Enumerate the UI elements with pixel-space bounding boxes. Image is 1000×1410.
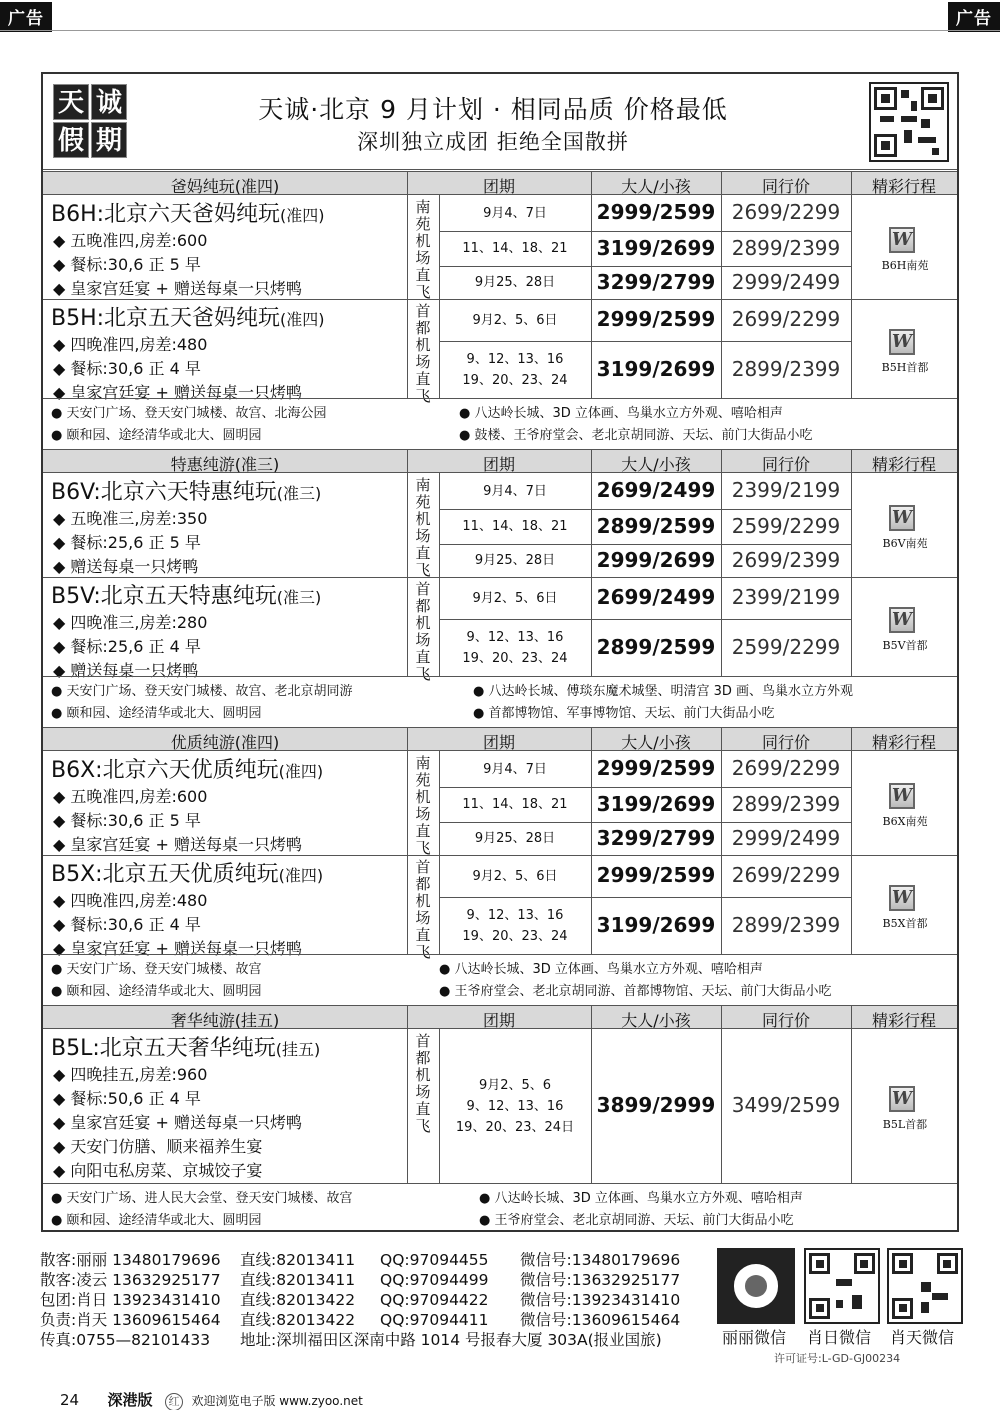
- airport-label: 南苑机场直飞: [415, 754, 431, 857]
- row-rule: [43, 398, 957, 399]
- route-item: ● 八达岭长城、3D 立体画、鸟巢水立方外观、嘻哈相声: [479, 1191, 803, 1206]
- peer-price: 2899/2399: [731, 235, 841, 260]
- logo-char: 期: [91, 122, 127, 158]
- feature-bullet: ◆ 皇家宫廷宴 + 赠送每桌一只烤鸭: [53, 279, 302, 298]
- adult-child-price: 3199/2699: [596, 235, 716, 260]
- product-title: [51, 753, 323, 784]
- tour-section: [43, 1005, 957, 1230]
- column-header: 大人/小孩: [621, 1011, 691, 1030]
- airport-label: 首都机场直飞: [415, 1032, 431, 1135]
- peer-price: 2699/2299: [731, 756, 841, 780]
- xiaori-wechat-qr-icon: [804, 1248, 880, 1324]
- group-date: 19、20、23、24日: [455, 1119, 575, 1135]
- xiaotian-wechat-qr-icon: [887, 1248, 963, 1324]
- contact-wechat: 微信号:13609615464: [520, 1311, 681, 1329]
- airport-label: 首都机场直飞: [415, 580, 431, 683]
- contact-qq: QQ:97094499: [380, 1271, 489, 1289]
- logo-char: 诚: [91, 84, 127, 120]
- group-date: 11、14、18、21: [462, 241, 568, 256]
- tour-section: [43, 171, 957, 449]
- row-rule: [43, 577, 957, 578]
- page-footer: [60, 1389, 363, 1410]
- column-rule: [407, 751, 408, 954]
- feature-bullet: ◆ 向阳屯私房菜、京城饺子宴: [53, 1161, 263, 1180]
- peer-price: 2699/2399: [731, 547, 841, 572]
- section-title: 优质纯游(准四): [170, 733, 280, 752]
- row-rule: [439, 231, 851, 232]
- peer-price: 2699/2299: [731, 200, 841, 224]
- airport-label: 首都机场直飞: [415, 302, 431, 405]
- hong-logo-icon: 红: [165, 1393, 183, 1410]
- ad-frame: [41, 72, 959, 1232]
- product-name: B6H:北京六天爸妈纯玩: [51, 202, 281, 227]
- column-rule: [407, 1006, 408, 1030]
- column-header: 同行价: [761, 177, 810, 196]
- airport-label: 南苑机场直飞: [415, 198, 431, 301]
- group-date: 9月2、5、6日: [472, 312, 558, 328]
- route-item: ● 天安门广场、登天安门城楼、故宫: [51, 962, 262, 977]
- adult-child-price: 2999/2599: [596, 756, 716, 780]
- product-grade: (准三): [276, 588, 322, 607]
- product-name: B5V:北京五天特惠纯玩: [51, 584, 277, 609]
- product-grade: (准四): [280, 206, 325, 225]
- column-rule: [851, 751, 852, 954]
- column-rule: [721, 450, 722, 474]
- group-date: 9、12、13、16: [466, 629, 564, 645]
- ad-label-left: 广告: [0, 2, 52, 32]
- logo-char: 天: [53, 84, 89, 120]
- airport-label: 南苑机场直飞: [415, 476, 431, 579]
- feature-bullet: ◆ 五晚准四,房差:600: [53, 787, 208, 806]
- column-header: 精彩行程: [871, 455, 936, 474]
- ad-header: [43, 74, 957, 170]
- itinerary-caption: B6H南苑: [881, 259, 929, 272]
- column-header: 大人/小孩: [621, 733, 691, 752]
- adult-child-price: 2999/2599: [596, 307, 716, 331]
- contact-wechat: 微信号:13923431410: [520, 1291, 681, 1309]
- peer-price: 2999/2499: [731, 825, 841, 850]
- feature-bullet: ◆ 皇家宫廷宴 + 赠送每桌一只烤鸭: [53, 1113, 302, 1132]
- group-date: 9、12、13、16: [466, 907, 564, 923]
- feature-bullet: ◆ 四晚挂五,房差:960: [53, 1065, 208, 1084]
- itinerary-caption: B5L首都: [882, 1118, 928, 1131]
- row-rule: [439, 619, 851, 620]
- product-title: [51, 857, 323, 888]
- contact-fax: 传真:0755—82101433: [40, 1331, 211, 1349]
- adult-child-price: 2999/2599: [596, 863, 716, 887]
- column-rule: [591, 728, 592, 752]
- group-date: 11、14、18、21: [462, 797, 568, 812]
- contact-qq: QQ:97094422: [380, 1291, 489, 1309]
- contact-name: 包团:肖日 13923431410: [40, 1291, 221, 1309]
- section-title: 特惠纯游(准三): [170, 455, 280, 474]
- column-rule: [407, 450, 408, 474]
- product-name: B5L:北京五天奢华纯玩: [51, 1036, 276, 1061]
- subline: 深圳独立成团 拒绝全国散拼: [357, 130, 629, 154]
- itinerary-caption: B5H首都: [881, 360, 929, 374]
- feature-bullet: ◆ 餐标:25,6 正 5 早: [53, 533, 201, 552]
- headline: 天诚·北京 9 月计划 · 相同品质 价格最低: [258, 95, 728, 124]
- column-rule: [721, 728, 722, 752]
- feature-bullet: ◆ 五晚准四,房差:600: [53, 231, 208, 250]
- qr-caption: 肖天微信: [890, 1328, 955, 1347]
- group-date: 9月2、5、6日: [472, 590, 558, 606]
- adult-child-price: 2899/2599: [596, 513, 716, 538]
- peer-price: 2399/2199: [731, 585, 841, 609]
- row-rule: [43, 1183, 957, 1184]
- route-item: ● 颐和园、途经清华或北大、圆明园: [51, 984, 262, 999]
- edition-label: 深港版: [107, 1391, 153, 1409]
- section-header: [43, 449, 957, 473]
- row-rule: [439, 897, 851, 898]
- row-rule: [43, 954, 957, 955]
- peer-price: 2899/2399: [731, 912, 841, 937]
- group-date: 9月4、7日: [483, 483, 547, 499]
- route-item: ● 颐和园、途经清华或北大、圆明园: [51, 706, 262, 721]
- contact-name: 散客:丽丽 13480179696: [40, 1251, 221, 1269]
- row-rule: [439, 266, 851, 267]
- feature-bullet: ◆ 赠送每桌一只烤鸭: [53, 661, 199, 680]
- route-item: ● 王爷府堂会、老北京胡同游、首都博物馆、天坛、前门大街品小吃: [439, 984, 832, 999]
- column-header: 大人/小孩: [621, 177, 691, 196]
- adult-child-price: 3199/2699: [596, 356, 716, 381]
- route-item: ● 八达岭长城、傅琰东魔术城堡、明清宫 3D 画、鸟巢水立方外观: [473, 684, 854, 699]
- column-rule: [591, 172, 592, 196]
- route-item: ● 天安门广场、登天安门城楼、故宫、北海公园: [51, 406, 327, 421]
- logo-char: 假: [53, 122, 89, 158]
- section-title: 爸妈纯玩(准四): [170, 177, 280, 196]
- itinerary-doc-icon[interactable]: W: [889, 783, 915, 809]
- row-rule: [43, 855, 957, 856]
- contact-line: 直线:82013411: [240, 1271, 356, 1289]
- column-header: 大人/小孩: [621, 455, 691, 474]
- feature-bullet: ◆ 五晚准三,房差:350: [53, 509, 208, 528]
- route-item: ● 天安门广场、登天安门城楼、故宫、老北京胡同游: [51, 684, 353, 699]
- adult-child-price: 3199/2699: [596, 912, 716, 937]
- product-title: [51, 579, 321, 610]
- column-rule: [407, 473, 408, 676]
- product-grade: (准四): [280, 310, 325, 329]
- contact-wechat: 微信号:13480179696: [520, 1251, 681, 1269]
- qr-code-icon: [869, 82, 949, 162]
- column-rule: [407, 172, 408, 196]
- column-rule: [721, 1029, 722, 1183]
- section-header: [43, 727, 957, 751]
- product-name: B5X:北京五天优质纯玩: [51, 862, 279, 887]
- adult-child-price: 2699/2499: [596, 478, 716, 502]
- product-title: [51, 197, 325, 228]
- column-rule: [851, 172, 852, 196]
- route-item: ● 颐和园、途经清华或北大、圆明园: [51, 1213, 262, 1228]
- row-rule: [439, 341, 851, 342]
- contact-address: 地址:深圳福田区深南中路 1014 号报春大厦 303A(报业国旅): [240, 1331, 662, 1349]
- feature-bullet: ◆ 四晚准四,房差:480: [53, 891, 208, 910]
- adult-child-price: 2999/2699: [596, 547, 716, 572]
- group-date: 9月25、28日: [474, 831, 556, 846]
- peer-price: 2699/2299: [731, 863, 841, 887]
- group-date: 19、20、23、24: [462, 650, 568, 666]
- peer-price: 2599/2299: [731, 513, 841, 538]
- itinerary-doc-icon[interactable]: W: [889, 607, 915, 633]
- column-rule: [407, 195, 408, 398]
- airport-label: 首都机场直飞: [415, 858, 431, 961]
- adult-child-price: 2999/2599: [596, 200, 716, 224]
- group-date: 9月25、28日: [474, 553, 556, 568]
- product-name: B6V:北京六天特惠纯玩: [51, 480, 277, 505]
- feature-bullet: ◆ 四晚准四,房差:480: [53, 335, 208, 354]
- lili-wechat-qr-icon: [717, 1248, 795, 1324]
- peer-price: 2599/2299: [731, 634, 841, 659]
- column-header: 精彩行程: [871, 733, 936, 752]
- section-title: 奢华纯游(挂五): [170, 1011, 280, 1030]
- itinerary-doc-icon[interactable]: W: [889, 885, 915, 911]
- feature-bullet: ◆ 天安门仿膳、顺来福养生宴: [53, 1137, 263, 1156]
- peer-price: 2899/2399: [731, 791, 841, 816]
- row-rule: [439, 787, 851, 788]
- itinerary-doc-icon[interactable]: W: [889, 329, 915, 355]
- itinerary-caption: B5X首都: [882, 916, 928, 930]
- column-rule: [851, 473, 852, 676]
- route-item: ● 天安门广场、进人民大会堂、登天安门城楼、故宫: [51, 1191, 353, 1206]
- feature-bullet: ◆ 餐标:25,6 正 4 早: [53, 637, 201, 656]
- adult-child-price: 3299/2799: [596, 825, 716, 850]
- column-rule: [591, 450, 592, 474]
- column-header: 团期: [482, 177, 515, 196]
- column-header: 团期: [482, 733, 515, 752]
- feature-bullet: ◆ 皇家宫廷宴 + 赠送每桌一只烤鸭: [53, 835, 302, 854]
- group-date: 9月2、5、6日: [472, 868, 558, 884]
- feature-bullet: ◆ 皇家宫廷宴 + 赠送每桌一只烤鸭: [53, 383, 302, 402]
- license-number: 许可证号:L-GD-GJ00234: [774, 1352, 901, 1365]
- adult-child-price: 2899/2599: [596, 634, 716, 659]
- column-rule: [851, 1006, 852, 1030]
- contact-qq: QQ:97094455: [380, 1251, 489, 1269]
- feature-bullet: ◆ 皇家宫廷宴 + 赠送每桌一只烤鸭: [53, 939, 302, 958]
- tiancheng-logo: [53, 84, 127, 160]
- product-name: B5H:北京五天爸妈纯玩: [51, 306, 281, 331]
- peer-price: 2699/2299: [731, 307, 841, 331]
- itinerary-doc-icon[interactable]: W: [889, 1086, 915, 1112]
- product-grade: (准三): [276, 484, 322, 503]
- column-rule: [721, 172, 722, 196]
- adult-child-price: 3299/2799: [596, 269, 716, 294]
- group-date: 19、20、23、24: [462, 928, 568, 944]
- column-header: 同行价: [761, 733, 810, 752]
- route-item: ● 八达岭长城、3D 立体画、鸟巢水立方外观、嘻哈相声: [459, 406, 783, 421]
- peer-price: 3499/2599: [731, 1093, 841, 1117]
- column-header: 团期: [482, 455, 515, 474]
- feature-bullet: ◆ 餐标:50,6 正 4 早: [53, 1089, 201, 1108]
- group-date: 19、20、23、24: [462, 372, 568, 388]
- group-date: 9月2、5、6: [478, 1077, 552, 1093]
- product-title: [51, 301, 325, 332]
- column-rule: [851, 195, 852, 398]
- row-rule: [43, 299, 957, 300]
- website-link[interactable]: 欢迎浏览电子版 www.zyoo.net: [191, 1394, 363, 1408]
- contact-name: 负责:肖天 13609615464: [40, 1311, 221, 1329]
- page-number: 24: [60, 1391, 80, 1409]
- group-date: 9月4、7日: [483, 205, 547, 221]
- itinerary-caption: B6X南苑: [882, 815, 928, 828]
- group-date: 11、14、18、21: [462, 519, 568, 534]
- column-header: 精彩行程: [871, 1011, 936, 1030]
- contact-line: 直线:82013411: [240, 1251, 356, 1269]
- column-header: 精彩行程: [871, 177, 936, 196]
- itinerary-doc-icon[interactable]: W: [889, 505, 915, 531]
- feature-bullet: ◆ 赠送每桌一只烤鸭: [53, 557, 199, 576]
- product-grade: (挂五): [275, 1040, 321, 1059]
- column-header: 同行价: [761, 455, 810, 474]
- itinerary-doc-icon[interactable]: W: [889, 227, 915, 253]
- tour-section: [43, 449, 957, 727]
- qr-caption: 丽丽微信: [722, 1328, 787, 1347]
- column-rule: [851, 728, 852, 752]
- adult-child-price: 3199/2699: [596, 791, 716, 816]
- group-date: 9、12、13、16: [466, 351, 564, 367]
- feature-bullet: ◆ 餐标:30,6 正 4 早: [53, 359, 201, 378]
- route-item: ● 王爷府堂会、老北京胡同游、天坛、前门大街品小吃: [479, 1213, 794, 1228]
- section-header: [43, 171, 957, 195]
- contact-wechat: 微信号:13632925177: [520, 1271, 681, 1289]
- feature-bullet: ◆ 餐标:30,6 正 5 早: [53, 811, 201, 830]
- feature-bullet: ◆ 四晚准三,房差:280: [53, 613, 208, 632]
- peer-price: 2999/2499: [731, 269, 841, 294]
- column-header: 团期: [482, 1011, 515, 1030]
- row-rule: [439, 544, 851, 545]
- product-name: B6X:北京六天优质纯玩: [51, 758, 279, 783]
- row-rule: [43, 676, 957, 677]
- column-rule: [591, 1029, 592, 1183]
- contact-line: 直线:82013422: [240, 1291, 356, 1309]
- contact-name: 散客:凌云 13632925177: [40, 1271, 221, 1289]
- itinerary-caption: B5V首都: [882, 638, 928, 652]
- group-date: 9月25、28日: [474, 275, 556, 290]
- top-rule: [0, 30, 1000, 31]
- route-item: ● 首都博物馆、军事博物馆、天坛、前门大街品小吃: [473, 706, 775, 721]
- column-rule: [439, 1029, 440, 1183]
- column-rule: [407, 728, 408, 752]
- group-date: 9、12、13、16: [466, 1098, 564, 1114]
- feature-bullet: ◆ 餐标:30,6 正 5 早: [53, 255, 201, 274]
- product-title: [51, 1031, 320, 1062]
- feature-bullet: ◆ 餐标:30,6 正 4 早: [53, 915, 201, 934]
- column-rule: [591, 1006, 592, 1030]
- column-rule: [851, 450, 852, 474]
- tour-section: [43, 727, 957, 1005]
- qr-caption: 肖日微信: [807, 1328, 872, 1347]
- group-date: 9月4、7日: [483, 761, 547, 777]
- route-item: ● 八达岭长城、3D 立体画、鸟巢水立方外观、嘻哈相声: [439, 962, 763, 977]
- contact-qq: QQ:97094411: [380, 1311, 489, 1329]
- column-rule: [851, 1029, 852, 1183]
- product-title: [51, 475, 321, 506]
- row-rule: [439, 509, 851, 510]
- column-rule: [721, 1006, 722, 1030]
- column-rule: [407, 1029, 408, 1183]
- product-grade: (准四): [278, 866, 324, 885]
- contact-line: 直线:82013422: [240, 1311, 356, 1329]
- peer-price: 2399/2199: [731, 478, 841, 502]
- section-header: [43, 1005, 957, 1029]
- product-grade: (准四): [278, 762, 324, 781]
- peer-price: 2899/2399: [731, 356, 841, 381]
- adult-child-price: 3899/2999: [596, 1093, 716, 1117]
- itinerary-caption: B6V南苑: [882, 537, 928, 550]
- ad-label-right: 广告: [948, 2, 1000, 32]
- row-rule: [439, 822, 851, 823]
- column-header: 同行价: [761, 1011, 810, 1030]
- route-item: ● 鼓楼、王爷府堂会、老北京胡同游、天坛、前门大街品小吃: [459, 428, 813, 443]
- adult-child-price: 2699/2499: [596, 585, 716, 609]
- route-item: ● 颐和园、途经清华或北大、圆明园: [51, 428, 262, 443]
